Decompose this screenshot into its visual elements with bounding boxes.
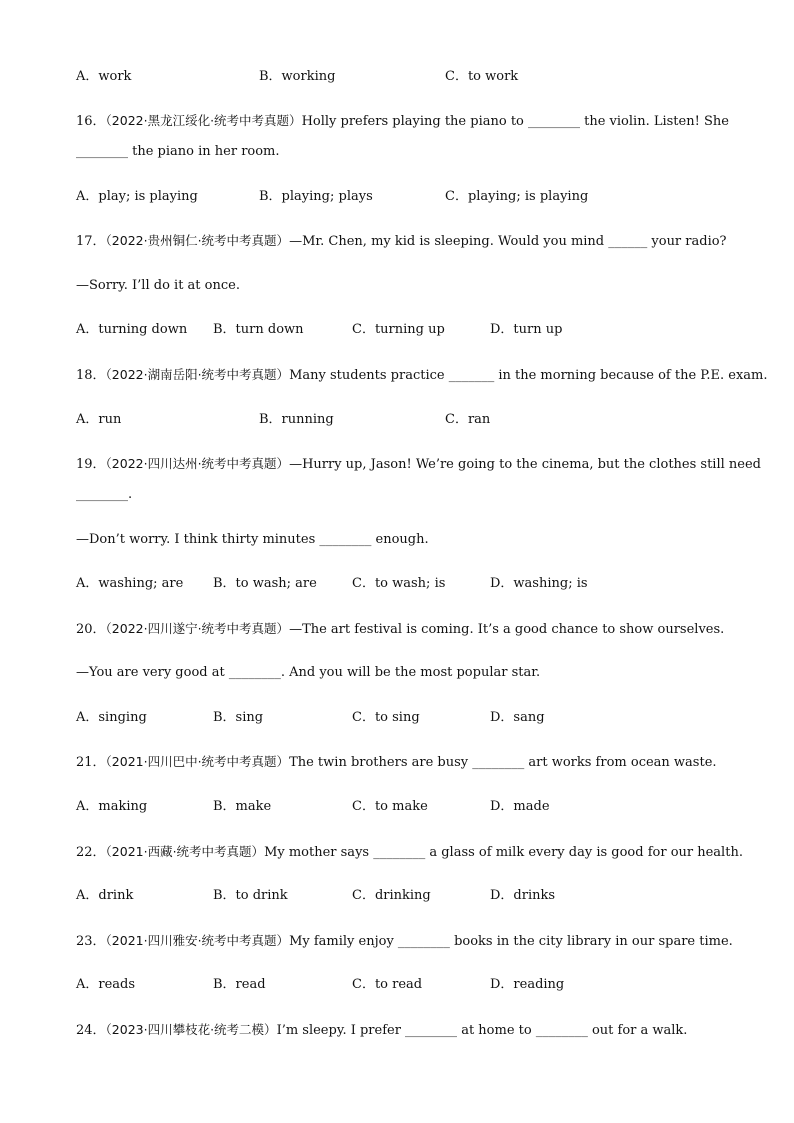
question-number: 19． <box>76 457 106 472</box>
question-text: I’m sleepy. I prefer ________ at home to ________ out for a walk. <box>276 1023 688 1038</box>
q19-option-d: D．washing; is <box>490 576 588 591</box>
q20-option-b: B．sing <box>213 710 264 725</box>
q17-option-a: A．turning down <box>76 322 188 337</box>
q19-option-a: A．washing; are <box>76 576 184 591</box>
q21-option-b: B．make <box>213 799 272 814</box>
question-source: （2022·黑龙江绥化·统考中考真题） <box>105 113 302 128</box>
q22-option-c: C．drinking <box>352 888 431 903</box>
question-20-reply: —You are very good at ________. And you will be the most popular star. <box>76 665 541 680</box>
question-21 <box>76 754 717 771</box>
q21-option-a: A．making <box>76 799 148 814</box>
question-18 <box>76 367 768 384</box>
question-number: 21． <box>76 755 106 770</box>
question-22 <box>76 844 743 861</box>
question-text: My mother says ________ a glass of milk every day is good for our health. <box>264 845 743 860</box>
question-source: （2022·贵州铜仁·统考中考真题） <box>105 233 290 248</box>
q23-option-b: B．read <box>213 977 266 992</box>
q23-option-c: C．to read <box>352 977 423 992</box>
q21-option-c: C．to make <box>352 799 428 814</box>
q16-option-c: C．playing; is playing <box>445 189 589 204</box>
q20-option-a: A．singing <box>76 710 147 725</box>
question-source: （2022·湖南岳阳·统考中考真题） <box>105 367 290 382</box>
question-23 <box>76 933 733 950</box>
question-source: （2023·四川攀枝花·统考二模） <box>105 1022 277 1037</box>
q15-option-b: B．working <box>259 69 336 84</box>
question-source: （2021·四川雅安·统考中考真题） <box>105 933 290 948</box>
q23-option-d: D．reading <box>490 977 565 992</box>
question-17-reply: —Sorry. I’ll do it at once. <box>76 278 240 293</box>
question-number: 17． <box>76 234 106 249</box>
question-source: （2022·四川达州·统考中考真题） <box>105 456 290 471</box>
question-16-continued: ________ the piano in her room. <box>76 144 280 159</box>
q23-option-a: A．reads <box>76 977 136 992</box>
q22-option-a: A．drink <box>76 888 134 903</box>
q21-option-d: D．made <box>490 799 550 814</box>
question-17 <box>76 233 727 250</box>
q20-option-c: C．to sing <box>352 710 420 725</box>
q17-option-c: C．turning up <box>352 322 445 337</box>
q19-option-b: B．to wash; are <box>213 576 317 591</box>
question-text: —The art festival is coming. It’s a good chance to show ourselves. <box>289 622 725 637</box>
question-text: My family enjoy ________ books in the city library in our spare time. <box>289 934 733 949</box>
question-number: 18． <box>76 368 106 383</box>
q22-option-d: D．drinks <box>490 888 556 903</box>
q16-option-a: A．play; is playing <box>76 189 198 204</box>
question-24 <box>76 1022 687 1039</box>
question-text: Holly prefers playing the piano to ________ the violin. Listen! She <box>301 114 729 129</box>
question-16 <box>76 113 729 130</box>
question-source: （2021·西藏·统考中考真题） <box>105 844 265 859</box>
q16-option-b: B．playing; plays <box>259 189 373 204</box>
q18-option-b: B．running <box>259 412 334 427</box>
question-text: —Mr. Chen, my kid is sleeping. Would you mind ______ your radio? <box>289 234 727 249</box>
question-19-reply: —Don’t worry. I think thirty minutes ________ enough. <box>76 532 429 547</box>
question-19-continued: ________. <box>76 487 133 502</box>
question-text: —Hurry up, Jason! We’re going to the cinema, but the clothes still need <box>289 457 761 472</box>
question-number: 23． <box>76 934 106 949</box>
question-source: （2022·四川遂宁·统考中考真题） <box>105 621 290 636</box>
q15-option-c: C．to work <box>445 69 519 84</box>
q18-option-c: C．ran <box>445 412 491 427</box>
question-number: 16． <box>76 114 106 129</box>
q22-option-b: B．to drink <box>213 888 288 903</box>
q20-option-d: D．sang <box>490 710 545 725</box>
q18-option-a: A．run <box>76 412 122 427</box>
question-source: （2021·四川巴中·统考中考真题） <box>105 754 290 769</box>
question-text: Many students practice _______ in the morning because of the P.E. exam. <box>289 368 768 383</box>
q17-option-b: B．turn down <box>213 322 304 337</box>
q17-option-d: D．turn up <box>490 322 563 337</box>
question-20 <box>76 621 724 638</box>
q15-option-a: A．work <box>76 69 132 84</box>
question-number: 20． <box>76 622 106 637</box>
question-text: The twin brothers are busy ________ art works from ocean waste. <box>289 755 717 770</box>
question-number: 24． <box>76 1023 106 1038</box>
q19-option-c: C．to wash; is <box>352 576 446 591</box>
question-19 <box>76 456 761 473</box>
question-number: 22． <box>76 845 106 860</box>
